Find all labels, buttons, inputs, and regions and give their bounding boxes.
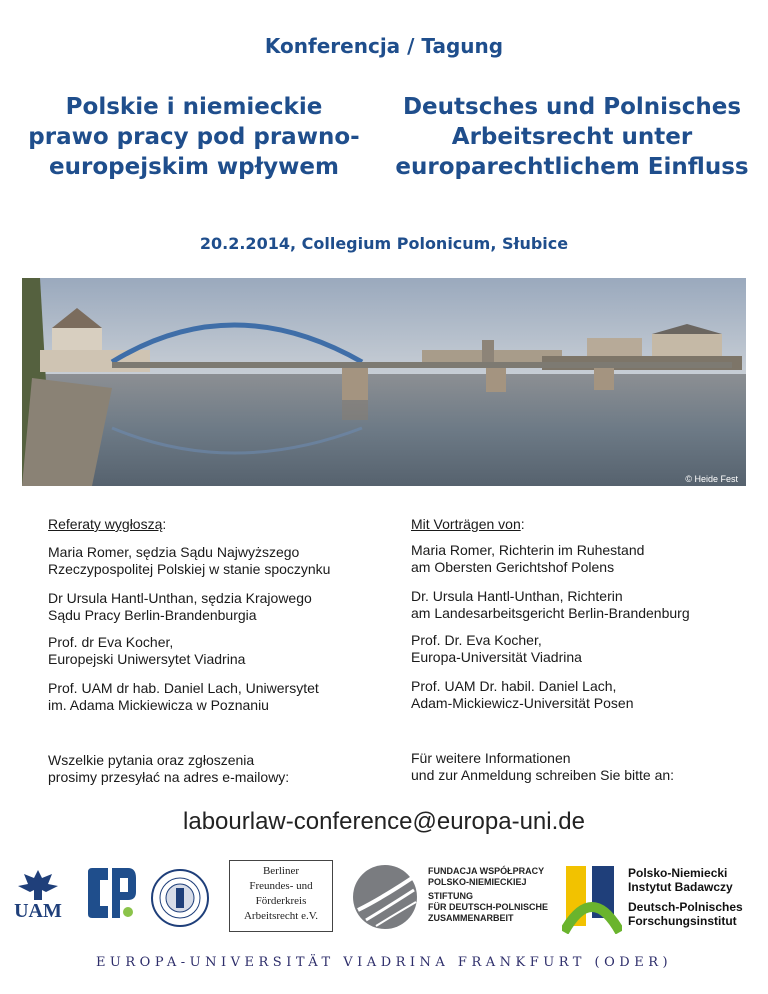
- title-polish: [14, 92, 374, 182]
- institute-text: [628, 866, 764, 928]
- event-date-place: 20.2.2014, Collegium Polonicum, Słubice: [199, 234, 569, 253]
- contact-email-link[interactable]: labourlaw-conference@europa-uni.de: [183, 808, 585, 835]
- contact-line: und zur Anmeldung schreiben Sie bitte an:: [411, 767, 675, 783]
- speaker-line: Adam-Mickiewicz-Universität Posen: [411, 695, 634, 711]
- fwpn-text: [428, 866, 568, 924]
- uam-logo-text: UAM: [14, 900, 62, 922]
- speaker-line: Rzeczypospolitej Polskiej w stanie spoczynku: [48, 561, 331, 577]
- berliner-line: Berliner: [262, 865, 300, 877]
- berliner-line: Freundes- und: [249, 880, 313, 892]
- speaker-line: im. Adama Mickiewicza w Poznaniu: [48, 697, 269, 713]
- speaker-line: am Landesarbeitsgericht Berlin-Brandenburg: [411, 605, 690, 621]
- footer-university-name: EUROPA-UNIVERSITÄT VIADRINA FRANKFURT (ODER): [95, 955, 673, 970]
- speaker-line: Europejski Uniwersytet Viadrina: [48, 651, 246, 667]
- collegium-polonicum-logo: [86, 866, 138, 922]
- bridge-photo: [22, 278, 746, 486]
- contact-line: Für weitere Informationen: [411, 750, 571, 766]
- institute-arch-icon: [562, 862, 622, 934]
- contact-german: [411, 750, 751, 784]
- title-german-line: Deutsches und Polnisches: [402, 94, 742, 120]
- speaker-line: Prof. dr Eva Kocher,: [48, 634, 174, 650]
- speaker-pl-3: [48, 634, 388, 668]
- fwpn-line: STIFTUNG: [428, 891, 473, 901]
- speaker-de-3: [411, 632, 751, 666]
- title-german-line: europarechtlichem Einfluss: [395, 154, 749, 180]
- speaker-line: Maria Romer, sędzia Sądu Najwyższego: [48, 544, 300, 560]
- speaker-line: Dr Ursula Hantl-Unthan, sędzia Krajowego: [48, 590, 312, 606]
- seal-icon: [150, 868, 210, 928]
- fwpn-line: ZUSAMMENARBEIT: [428, 913, 514, 923]
- speakers-heading-german: [411, 516, 751, 533]
- speaker-line: Sądu Pracy Berlin-Brandenburgia: [48, 607, 257, 623]
- title-polish-line: prawo pracy pod prawno-: [28, 124, 360, 150]
- berliner-foerderkreis-logo: [229, 860, 333, 932]
- institute-logo-graphic: [562, 862, 622, 934]
- speaker-pl-1: [48, 544, 388, 578]
- speaker-pl-2: [48, 590, 388, 624]
- speaker-line: Maria Romer, Richterin im Ruhestand: [411, 542, 645, 558]
- speakers-heading-polish-text: Referaty wygłoszą: [48, 516, 163, 532]
- heading-colon: :: [162, 516, 167, 532]
- speakers-heading-german-text: Mit Vorträgen von: [411, 516, 521, 532]
- contact-polish: [48, 752, 388, 786]
- speaker-line: Prof. UAM dr hab. Daniel Lach, Uniwersytet: [48, 680, 319, 696]
- speaker-line: Europa-Universität Viadrina: [411, 649, 582, 665]
- speakers-heading-polish: [48, 516, 388, 533]
- speaker-de-2: [411, 588, 751, 622]
- conference-label: Konferencja / Tagung: [264, 34, 504, 58]
- fwpn-line: POLSKO-NIEMIECKIEJ: [428, 877, 527, 887]
- title-german-line: Arbeitsrecht unter: [451, 124, 693, 150]
- title-polish-line: Polskie i niemieckie: [65, 94, 323, 120]
- fwpn-line: FÜR DEUTSCH-POLNISCHE: [428, 902, 549, 912]
- cp-icon: [86, 866, 138, 922]
- fwpn-line: FUNDACJA WSPÓŁPRACY: [428, 866, 545, 876]
- institute-line: Deutsch-Polnisches: [628, 900, 743, 914]
- fwpn-logo: [352, 864, 418, 930]
- speaker-de-4: [411, 678, 751, 712]
- berliner-line: Arbeitsrecht e.V.: [243, 910, 319, 922]
- fwpn-circle-icon: [352, 864, 418, 930]
- speaker-de-1: [411, 542, 751, 576]
- speaker-pl-4: [48, 680, 388, 714]
- berliner-line: Förderkreis: [255, 895, 307, 907]
- heading-colon: :: [520, 516, 525, 532]
- institute-line: Instytut Badawczy: [628, 880, 733, 894]
- contact-line: Wszelkie pytania oraz zgłoszenia: [48, 752, 255, 768]
- university-seal-logo: [150, 868, 210, 928]
- speaker-line: Prof. Dr. Eva Kocher,: [411, 632, 542, 648]
- title-german: [382, 92, 762, 182]
- institute-line: Forschungsinstitut: [628, 914, 737, 928]
- institute-line: Polsko-Niemiecki: [628, 866, 728, 880]
- title-polish-line: europejskim wpływem: [49, 154, 339, 180]
- bridge-illustration: [22, 278, 746, 486]
- speaker-line: Dr. Ursula Hantl-Unthan, Richterin: [411, 588, 623, 604]
- speaker-line: am Obersten Gerichtshof Polens: [411, 559, 615, 575]
- uam-logo: [12, 866, 64, 926]
- speaker-line: Prof. UAM Dr. habil. Daniel Lach,: [411, 678, 617, 694]
- contact-line: prosimy przesyłać na adres e-mailowy:: [48, 769, 290, 785]
- photo-credit: © Heide Fest: [685, 474, 738, 484]
